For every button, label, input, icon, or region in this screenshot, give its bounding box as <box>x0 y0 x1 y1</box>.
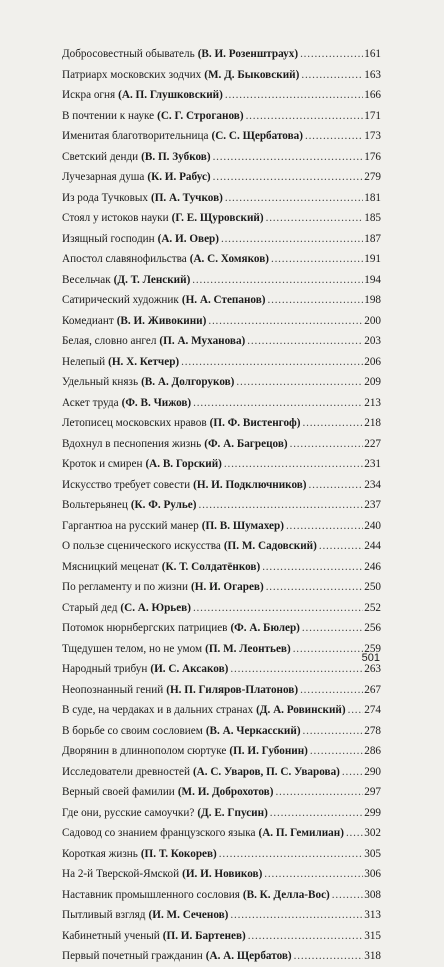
toc-entry-title: На 2-й Тверской-Ямской <box>62 868 180 880</box>
toc-entry-title: Верный своей фамилии <box>62 786 175 798</box>
toc-entry-page: 246 <box>364 560 381 573</box>
toc-entry-title: Первый почетный гражданин <box>62 950 203 962</box>
dot-leader <box>247 331 363 352</box>
toc-entry-page: 306 <box>364 868 381 880</box>
toc-entry-author: (А. С. Уваров, П. С. Уварова) <box>192 765 340 778</box>
dot-leader <box>271 249 363 270</box>
toc-entry-author: (В. К. Делла-Вос) <box>242 888 330 901</box>
toc-entry <box>62 926 381 947</box>
toc-entry-page: 305 <box>364 847 381 860</box>
toc-entry <box>62 598 381 619</box>
toc-entry <box>62 270 381 291</box>
toc-entry-title: Кабинетный ученый <box>62 929 160 942</box>
toc-entry-author: (М. И. Доброхотов) <box>177 786 274 798</box>
toc-entry-title: Народный трибун <box>62 663 148 675</box>
toc-entry <box>62 249 381 270</box>
toc-entry-page: 244 <box>364 540 381 552</box>
dot-leader <box>236 372 363 393</box>
toc-entry-title: В борьбе со своим сословием <box>62 724 203 737</box>
toc-entry-page: 185 <box>364 212 381 224</box>
toc-entry-page: 171 <box>364 109 381 122</box>
toc-entry-author: (Ф. В. Чижов) <box>121 396 192 409</box>
dot-leader <box>246 106 364 127</box>
toc-entry-title: Изящный господин <box>62 232 155 245</box>
toc-entry <box>62 372 381 393</box>
dot-leader <box>293 639 364 660</box>
toc-entry-page: 203 <box>364 335 381 347</box>
toc-entry <box>62 680 381 701</box>
toc-entry-page: 313 <box>364 909 381 921</box>
dot-leader <box>264 864 363 885</box>
toc-entry <box>62 331 381 352</box>
toc-entry-author: (В. И. Живокини) <box>116 314 207 327</box>
toc-entry-title: Искра огня <box>62 89 116 101</box>
toc-entry <box>62 639 381 660</box>
dot-leader <box>346 823 363 844</box>
toc-entry-title: Лучезарная душа <box>62 171 145 183</box>
toc-entry-page: 297 <box>364 786 381 798</box>
toc-entry <box>62 352 381 373</box>
toc-entry-page: 206 <box>364 355 381 368</box>
dot-leader <box>268 290 364 311</box>
toc-entry-title: Нелепый <box>62 355 106 368</box>
toc-entry <box>62 44 381 65</box>
toc-entry-page: 290 <box>364 765 381 778</box>
toc-entry <box>62 782 381 803</box>
toc-entry-page: 279 <box>364 171 381 183</box>
toc-entry-page: 308 <box>364 888 381 901</box>
toc-entry-page: 259 <box>364 642 381 655</box>
dot-leader <box>198 495 363 516</box>
dot-leader <box>290 434 364 455</box>
toc-entry-page: 318 <box>364 950 381 962</box>
toc-entry <box>62 741 381 762</box>
toc-entry <box>62 413 381 434</box>
dot-leader <box>303 413 364 434</box>
toc-entry-title: Потомок нюрнбергских патрициев <box>62 622 228 634</box>
dot-leader <box>301 65 363 86</box>
dot-leader <box>230 905 363 926</box>
toc-entry-author: (Н. И. Огарев) <box>191 581 264 593</box>
toc-entry-title: Садовод со знанием французского языка <box>62 827 256 839</box>
toc-entry-page: 234 <box>364 478 381 491</box>
dot-leader <box>248 926 363 947</box>
toc-entry-page: 240 <box>364 519 381 532</box>
toc-entry <box>62 823 381 844</box>
toc-entry-title: Мясницкий меценат <box>62 560 159 573</box>
toc-entry-author: (А. В. Горский) <box>145 458 222 470</box>
dot-leader <box>193 598 363 619</box>
dot-leader <box>225 188 363 209</box>
toc-entry-title: Патриарх московских зодчих <box>62 68 202 81</box>
toc-entry-author: (Ф. А. Багрецов) <box>204 437 288 450</box>
toc-entry <box>62 106 381 127</box>
toc-entry-page: 218 <box>364 417 381 429</box>
toc-entry <box>62 208 381 229</box>
toc-entry-page: 256 <box>364 622 381 634</box>
toc-entry-title: В почтении к науке <box>62 109 155 122</box>
toc-entry-title: Удельный князь <box>62 376 139 388</box>
toc-entry-title: Добросовестный обыватель <box>62 48 195 60</box>
toc-entry-author: (П. М. Садовский) <box>223 540 317 552</box>
toc-entry-page: 191 <box>364 253 381 265</box>
dot-leader <box>262 557 363 578</box>
toc-entry-author: (А. П. Глушковский) <box>118 89 223 101</box>
toc-entry <box>62 147 381 168</box>
toc-entry-page: 252 <box>364 601 381 614</box>
toc-entry-page: 231 <box>364 458 381 470</box>
toc-entry <box>62 536 381 557</box>
toc-entry-page: 166 <box>364 89 381 101</box>
toc-entry <box>62 290 381 311</box>
toc-entry <box>62 495 381 516</box>
toc-entry-page: 286 <box>364 745 381 757</box>
toc-entry <box>62 229 381 250</box>
toc-entry-title: Вдохнул в песнопения жизнь <box>62 437 202 450</box>
toc-entry <box>62 85 381 106</box>
toc-entry-author: (П. И. Губонин) <box>229 745 308 757</box>
toc-entry-page: 209 <box>364 376 381 388</box>
toc-entry-title: Комедиант <box>62 314 114 327</box>
toc-entry-author: (В. И. Розенштраух) <box>197 48 299 60</box>
toc-entry-page: 176 <box>364 150 381 163</box>
toc-entry-author: (П. Ф. Вистенгоф) <box>209 417 301 429</box>
dot-leader <box>275 782 363 803</box>
toc-entry-title: Дворянин в длиннополом сюртуке <box>62 745 227 757</box>
toc-entry-author: (И. М. Сеченов) <box>148 909 229 921</box>
toc-entry-page: 250 <box>364 581 381 593</box>
toc-entry <box>62 721 381 742</box>
toc-entry <box>62 475 381 496</box>
toc-entry <box>62 167 381 188</box>
toc-entry-title: Короткая жизнь <box>62 847 138 860</box>
toc-entry-page: 187 <box>364 232 381 245</box>
toc-entry <box>62 762 381 783</box>
dot-leader <box>310 741 363 762</box>
toc-entry-author: (Д. Е. Гпусин) <box>197 806 268 819</box>
toc-entry-title: Вольтерьянец <box>62 499 128 511</box>
toc-entry <box>62 659 381 680</box>
toc-entry-title: Исследователи древностей <box>62 765 190 778</box>
toc-entry-author: (Н. П. Гиляров-Платонов) <box>166 683 299 696</box>
toc-entry-page: 213 <box>364 396 381 409</box>
toc-entry-author: (П. М. Леонтьев) <box>205 642 291 655</box>
toc-entry <box>62 454 381 475</box>
dot-leader <box>342 762 363 783</box>
toc-entry <box>62 885 381 906</box>
toc-entry-title: Старый дед <box>62 601 118 614</box>
toc-entry <box>62 700 381 721</box>
dot-leader <box>221 229 363 250</box>
dot-leader <box>225 85 363 106</box>
dot-leader <box>294 946 364 967</box>
dot-leader <box>213 167 364 188</box>
toc-entry-page: 315 <box>364 929 381 942</box>
toc-entry-page: 194 <box>364 273 381 286</box>
toc-entry-page: 200 <box>364 314 381 327</box>
toc-entry-author: (К. Ф. Рулье) <box>130 499 197 511</box>
toc-entry-author: (А. А. Щербатов) <box>205 950 292 962</box>
toc-entry <box>62 126 381 147</box>
toc-entry-page: 173 <box>364 130 381 142</box>
dot-leader <box>224 454 363 475</box>
dot-leader <box>208 311 363 332</box>
toc-entry <box>62 946 381 967</box>
toc-entry <box>62 618 381 639</box>
toc-entry-page: 161 <box>364 48 381 60</box>
toc-entry <box>62 557 381 578</box>
toc-entry-title: Именитая благотворительница <box>62 130 209 142</box>
toc-entry-author: (П. В. Шумахер) <box>201 519 284 532</box>
dot-leader <box>219 844 363 865</box>
toc-entry-title: Стоял у истоков науки <box>62 212 169 224</box>
dot-leader <box>300 680 363 701</box>
toc-entry-author: (К. Т. Солдатёнков) <box>161 560 261 573</box>
toc-entry <box>62 803 381 824</box>
toc-entry <box>62 393 381 414</box>
toc-entry-title: Светский денди <box>62 150 139 163</box>
toc-entry-author: (Н. А. Степанов) <box>181 294 266 306</box>
toc-entry-title: Гаргантюа на русский манер <box>62 519 199 532</box>
toc-entry <box>62 864 381 885</box>
toc-entry-title: Кроток и смирен <box>62 458 143 470</box>
toc-entry <box>62 65 381 86</box>
toc-entry-page: 302 <box>364 827 381 839</box>
dot-leader <box>319 536 363 557</box>
dot-leader <box>193 393 363 414</box>
dot-leader <box>192 270 363 291</box>
toc-entry-author: (В. А. Долгоруков) <box>141 376 235 388</box>
toc-entry-author: (Н. И. Подключников) <box>193 478 307 491</box>
toc-entry <box>62 844 381 865</box>
toc-entry-author: (И. И. Новиков) <box>182 868 263 880</box>
toc-entry-title: Летописец московских нравов <box>62 417 207 429</box>
toc-entry <box>62 311 381 332</box>
toc-entry <box>62 434 381 455</box>
toc-entry-author: (П. И. Бартенев) <box>162 929 246 942</box>
toc-entry <box>62 905 381 926</box>
toc-entry-page: 237 <box>364 499 381 511</box>
dot-leader <box>332 885 363 906</box>
dot-leader <box>266 208 364 229</box>
toc-entry-page: 267 <box>364 683 381 696</box>
dot-leader <box>303 721 364 742</box>
toc-entry-author: (Д. А. Ровинский) <box>256 704 346 716</box>
dot-leader <box>348 700 364 721</box>
toc-entry-author: (И. С. Аксаков) <box>150 663 229 675</box>
toc-entry-author: (С. Г. Строганов) <box>157 109 244 122</box>
toc-entry-title: О пользе сценического искусства <box>62 540 221 552</box>
toc-entry-page: 198 <box>364 294 381 306</box>
toc-entry-title: Сатирический художник <box>62 294 179 306</box>
toc-entry-author: (С. А. Юрьев) <box>120 601 191 614</box>
toc-entry-author: (А. С. Хомяков) <box>189 253 269 265</box>
toc-entry-title: Аскет труда <box>62 396 119 409</box>
dot-leader <box>300 44 363 65</box>
toc-entry-author: (М. Д. Быковский) <box>204 68 300 81</box>
toc-entry-page: 299 <box>364 806 381 819</box>
toc-entry-author: (П. А. Муханова) <box>159 335 246 347</box>
dot-leader <box>305 126 363 147</box>
table-of-contents <box>62 44 381 967</box>
page-number: 501 <box>361 652 380 664</box>
toc-entry-title: Из рода Тучковых <box>62 191 148 204</box>
toc-entry-page: 163 <box>364 68 381 81</box>
toc-entry-author: (А. И. Овер) <box>157 232 219 245</box>
toc-entry-page: 263 <box>364 663 381 675</box>
toc-entry-title: Весельчак <box>62 273 111 286</box>
toc-entry <box>62 188 381 209</box>
toc-entry-title: Неопознанный гений <box>62 683 164 696</box>
dot-leader <box>286 516 363 537</box>
toc-entry-author: (П. А. Тучков) <box>150 191 223 204</box>
dot-leader <box>270 803 363 824</box>
toc-entry-author: (В. А. Черкасский) <box>205 724 301 737</box>
toc-entry-title: Наставник промышленного сословия <box>62 888 240 901</box>
toc-entry-title: Искусство требует совести <box>62 478 191 491</box>
toc-entry-author: (А. П. Гемилиан) <box>258 827 344 839</box>
toc-entry-page: 274 <box>364 704 381 716</box>
dot-leader <box>302 618 363 639</box>
toc-entry-page: 181 <box>364 191 381 204</box>
toc-entry-author: (В. П. Зубков) <box>141 150 211 163</box>
toc-entry-title: Пытливый взгляд <box>62 909 146 921</box>
dot-leader <box>213 147 364 168</box>
dot-leader <box>266 577 364 598</box>
dot-leader <box>309 475 364 496</box>
dot-leader <box>181 352 363 373</box>
toc-entry-author: (К. И. Рабус) <box>147 171 211 183</box>
toc-entry-title: По регламенту и по жизни <box>62 581 189 593</box>
toc-entry-title: Где они, русские самоучки? <box>62 806 195 819</box>
toc-entry-page: 278 <box>364 724 381 737</box>
toc-entry-title: Белая, словно ангел <box>62 335 157 347</box>
toc-entry-author: (С. С. Щербатова) <box>211 130 303 142</box>
toc-entry-author: (Ф. А. Бюлер) <box>230 622 300 634</box>
toc-entry-title: В суде, на чердаках и в дальних странах <box>62 704 254 716</box>
toc-entry-author: (Д. Т. Ленский) <box>113 273 191 286</box>
toc-entry <box>62 516 381 537</box>
toc-entry-author: (П. Т. Кокорев) <box>140 847 217 860</box>
toc-entry-title: Тщедушен телом, но не умом <box>62 642 203 655</box>
toc-entry-author: (Н. Х. Кетчер) <box>108 355 180 368</box>
toc-entry-title: Апостол славянофильства <box>62 253 187 265</box>
toc-entry-author: (Г. Е. Щуровский) <box>171 212 264 224</box>
toc-entry-page: 227 <box>364 437 381 450</box>
toc-entry <box>62 577 381 598</box>
dot-leader <box>230 659 363 680</box>
